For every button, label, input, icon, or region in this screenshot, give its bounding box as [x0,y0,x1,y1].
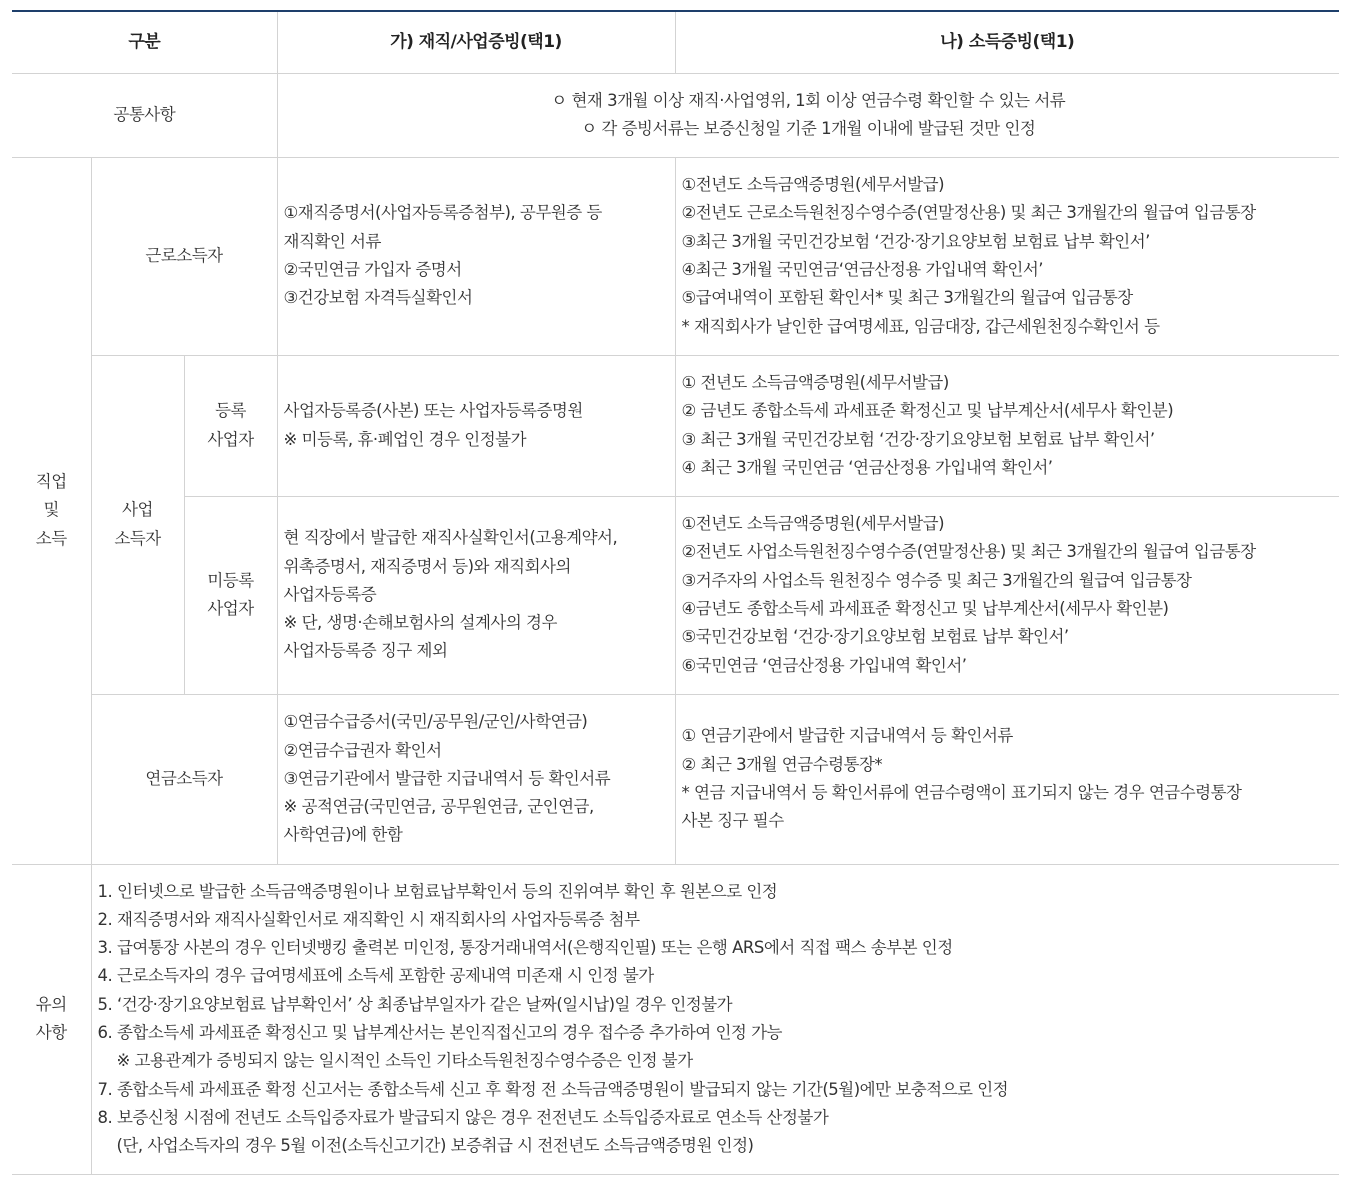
header-income-proof: 나) 소득증빙(택1) [675,11,1339,73]
note-item: 1. 인터넷으로 발급한 소득금액증명원이나 보험료납부확인서 등의 진위여부 확인 후 원본으로 인정 [97,881,778,901]
business-label: 사업 소득자 [91,355,184,694]
pension-income-proof: ① 연금기관에서 발급한 지급내역서 등 확인서류 ② 최근 3개월 연금수령통장* * 연금 지급내역서 등 확인서류에 연금수령액이 표기되지 않는 경우 연금수령통장 사본 징구 필수 [675,694,1339,864]
note-subitem: (단, 사업소득자의 경우 5월 이전(소득신고기간) 보증취급 시 전전년도 소득금액증명원 인정) [97,1136,754,1156]
note-item: 2. 재직증명서와 재직사실확인서로 재직확인 시 재직회사의 사업자등록증 첨부 [97,909,640,929]
document-requirements-table [12,10,1339,1175]
worker-employment-proof: ①재직증명서(사업자등록증첨부), 공무원증 등 재직확인 서류 ②국민연금 가입자 증명서 ③건강보험 자격득실확인서 [277,157,675,355]
common-content [277,73,1339,157]
unregistered-business-row [12,496,1339,694]
unregistered-employment-proof: 현 직장에서 발급한 재직사실확인서(고용계약서, 위촉증명서, 재직증명서 등)와 재직회사의 사업자등록증 ※ 단, 생명·손해보험사의 설계사의 경우 사업자등록증 징구 제외 [277,496,675,694]
header-category: 구분 [12,11,277,73]
note-item: 4. 근로소득자의 경우 급여명세표에 소득세 포함한 공제내역 미존재 시 인정 불가 [97,966,654,986]
worker-label: 근로소득자 [91,157,277,355]
registered-business-row [12,355,1339,496]
header-row [12,11,1339,73]
note-item: 6. 종합소득세 과세표준 확정신고 및 납부계산서는 본인직접신고의 경우 접수증 추가하여 인정 가능 [97,1023,782,1042]
unregistered-income-proof: ①전년도 소득금액증명원(세무서발급) ②전년도 사업소득원천징수영수증(연말정산용) 및 최근 3개월간의 월급여 입금통장 ③거주자의 사업소득 원천징수 영수증 및 최근 3개월간의 월급여 입금통장 ④금년도 종합소득세 과세표준 확정신고 및 납부계산서(세무사 확인분) ⑤국민건강보험 ‘건강·장기요양보험 보험료 납부 확인서’ ⑥국민연금 ‘연금산정용 가입내역 확인서’ [675,496,1339,694]
note-item: 5. ‘건강·장기요양보험료 납부확인서’ 상 최종납부일자가 같은 날짜(일시납)일 경우 인정불가 [97,994,733,1014]
pension-row [12,694,1339,864]
notes-label: 유의 사항 [12,864,91,1174]
notes-row [12,864,1339,1174]
registered-label: 등록 사업자 [184,355,277,496]
pension-label: 연금소득자 [91,694,277,864]
common-line: ㅇ 각 증빙서류는 보증신청일 기준 1개월 이내에 발급된 것만 인정 [581,119,1036,138]
worker-row [12,157,1339,355]
common-row [12,73,1339,157]
registered-employment-proof: 사업자등록증(사본) 또는 사업자등록증명원 ※ 미등록, 휴·폐업인 경우 인정불가 [277,355,675,496]
group-label: 직업 및 소득 [12,157,91,864]
common-label: 공통사항 [12,73,277,157]
registered-income-proof: ① 전년도 소득금액증명원(세무서발급) ② 금년도 종합소득세 과세표준 확정신고 및 납부계산서(세무사 확인분) ③ 최근 3개월 국민건강보험 ‘건강·장기요양보험 보험료 납부 확인서’ ④ 최근 3개월 국민연금 ‘연금산정용 가입내역 확인서’ [675,355,1339,496]
worker-income-proof: ①전년도 소득금액증명원(세무서발급) ②전년도 근로소득원천징수영수증(연말정산용) 및 최근 3개월간의 월급여 입금통장 ③최근 3개월 국민건강보험 ‘건강·장기요양보험 보험료 납부 확인서’ ④최근 3개월 국민연금‘연금산정용 가입내역 확인서’ ⑤급여내역이 포함된 확인서* 및 최근 3개월간의 월급여 입금통장 * 재직회사가 날인한 급여명세표, 임금대장, 갑근세원천징수확인서 등 [675,157,1339,355]
note-subitem: ※ 고용관계가 증빙되지 않는 일시적인 소득인 기타소득원천징수영수증은 인정 불가 [97,1051,693,1071]
common-line: ㅇ 현재 3개월 이상 재직·사업영위, 1회 이상 연금수령 확인할 수 있는 서류 [551,90,1066,110]
notes-content [91,864,1339,1174]
header-employment-proof: 가) 재직/사업증빙(택1) [277,11,675,73]
note-item: 3. 급여통장 사본의 경우 인터넷뱅킹 출력본 미인정, 통장거래내역서(은행직인필) 또는 은행 ARS에서 직접 팩스 송부본 인정 [97,938,953,958]
pension-employment-proof: ①연금수급증서(국민/공무원/군인/사학연금) ②연금수급권자 확인서 ③연금기관에서 발급한 지급내역서 등 확인서류 ※ 공적연금(국민연금, 공무원연금, 군인연금, 사학연금)에 한함 [277,694,675,864]
note-item: 7. 종합소득세 과세표준 확정 신고서는 종합소득세 신고 후 확정 전 소득금액증명원이 발급되지 않는 기간(5월)에만 보충적으로 인정 [97,1079,1009,1099]
unregistered-label: 미등록 사업자 [184,496,277,694]
note-item: 8. 보증신청 시점에 전년도 소득입증자료가 발급되지 않은 경우 전전년도 소득입증자료로 연소득 산정불가 [97,1107,829,1127]
